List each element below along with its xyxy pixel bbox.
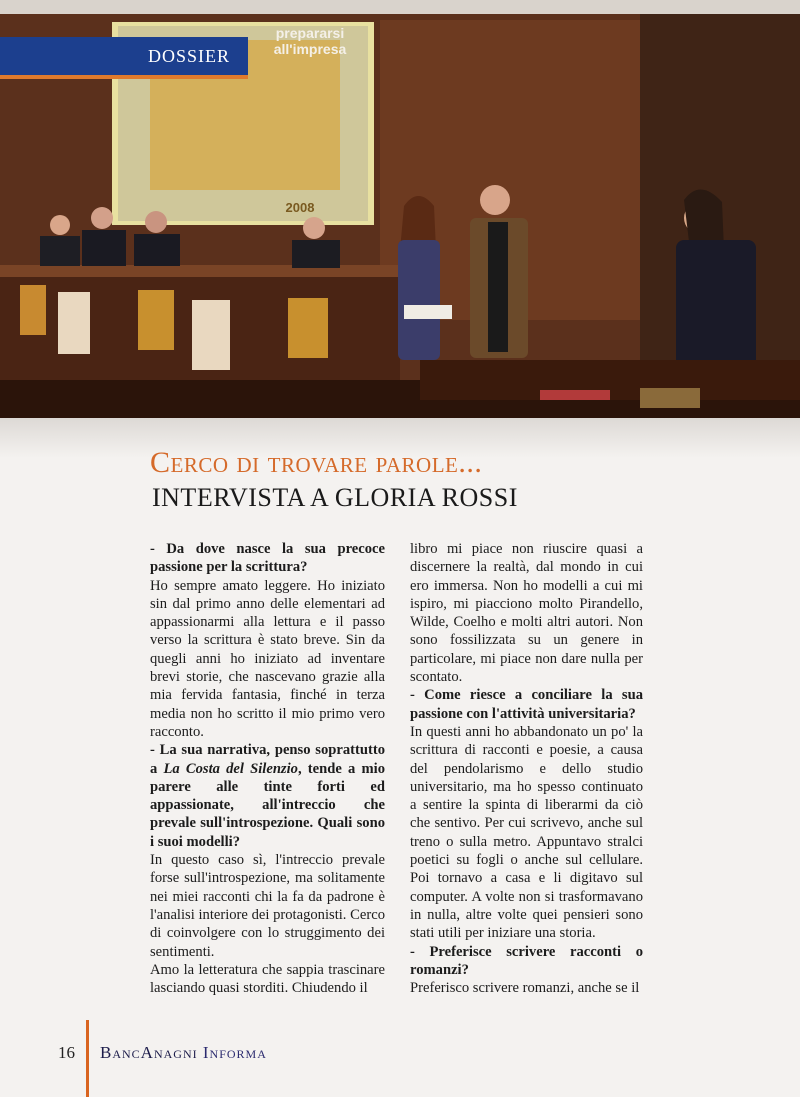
answer-2b: Amo la letteratura che sappia trascinare lasciando quasi storditi. Chiudendo il (150, 961, 385, 997)
left-column (150, 540, 385, 997)
screen-text-year: 2008 (285, 200, 315, 215)
question-1: - Da dove nasce la sua precoce passione per la scrittura? (150, 541, 385, 576)
question-2: - La sua narrativa, penso soprattutto a La Costa del Silenzio, tende a mio parere alle tinte forti ed appassionate, all'intreccio che prevale sull'introspezione. Quali sono i suoi modelli? (150, 742, 385, 850)
article-title: Cerco di trovare parole... (150, 446, 483, 479)
answer-3: In questi anni ho abbandonato un po' la scrittura di racconti e poesie, a causa del pendolarismo e dello studio universitario, ma ho spesso continuato a sentire la spinta di liberarmi da ciò che sentivo. Per cui scrivevo, anche sul treno o sulla metro. Appuntavo stralci poetici su fogli o anche sul cellulare. Poi tornavo a casa e li digitavo sul computer. A volte non si trasformavano in nulla, altre volte quei pensieri sono stati utili per iniziare una storia. (410, 723, 643, 942)
answer-1: Ho sempre amato leggere. Ho iniziato sin dal primo anno delle elementari ad appassionarmi alla lettura e il passo verso la scrittura è stato breve. Sin da quegli anni ho iniziato ad inventare brevi storie, che nascevano grazie alla mia fervida fantasia, finché in terza media non ho scritto il mio primo vero racconto. (150, 577, 385, 740)
footer-accent-bar (86, 1020, 89, 1097)
article-subtitle: INTERVISTA A GLORIA ROSSI (152, 483, 518, 512)
magazine-brand (100, 1043, 267, 1063)
brand-part-2: Informa (202, 1043, 267, 1062)
brand-part-1: BancAnagni (100, 1043, 198, 1062)
question-3: - Come riesce a conciliare la sua passione con l'attività universitaria? (410, 687, 643, 722)
book-title: La Costa del Silenzio (163, 760, 298, 777)
question-4: - Preferisce scrivere racconti o romanzi? (410, 943, 643, 978)
page-number: 16 (58, 1043, 75, 1062)
answer-2c: libro mi piace non riuscire quasi a discernere la realtà, dal mondo in cui ero immersa. Non ho modelli a cui mi ispiro, mi piacciono molto Pirandello, Wilde, Coelho e molti altri autori. Non sono fossilizzata su un genere in particolare, mi piace non dare nulla per scontato. (410, 541, 643, 686)
right-column (410, 540, 643, 997)
screen-text-line1: prepararsi (275, 25, 345, 41)
section-label-text: DOSSIER (148, 46, 231, 66)
section-label (0, 37, 248, 79)
screen-text-line2: all'impresa (273, 41, 347, 57)
answer-2: In questo caso sì, l'intreccio prevale forse sull'introspezione, ma solitamente nei miei racconti chi la fa da padrone è l'analisi interiore dei protagonisti. Cerco di coinvolgere con lo struggimento dei sentimenti. (150, 852, 385, 960)
answer-4: Preferisco scrivere romanzi, anche se il (410, 980, 640, 997)
